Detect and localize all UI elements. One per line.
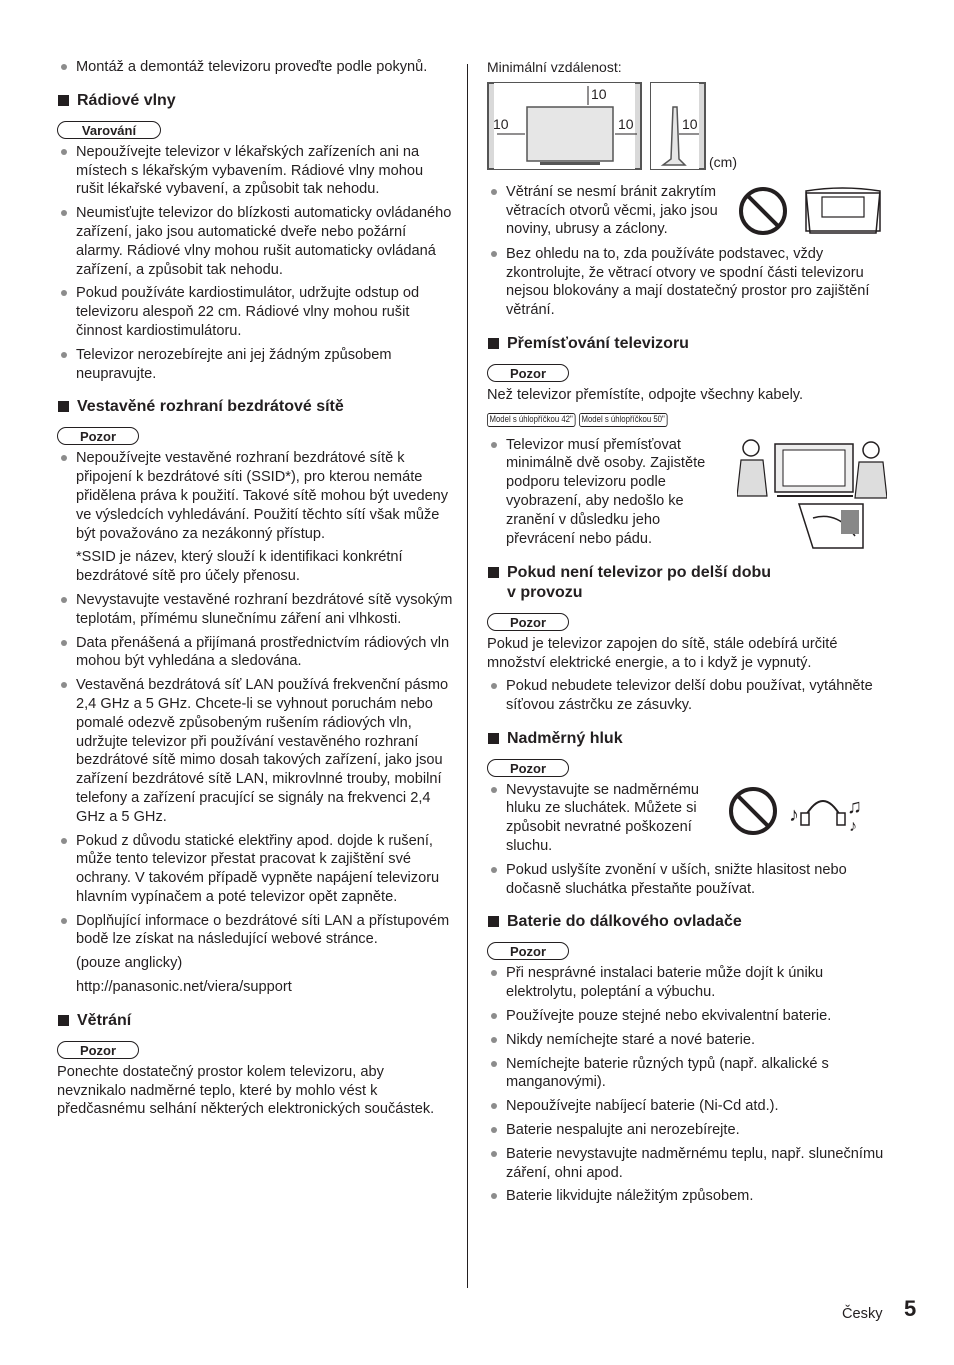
- caution-tag: Pozor: [57, 1041, 139, 1059]
- moving-text: Než televizor přemístíte, odpojte všechny kabely.: [487, 386, 804, 403]
- svg-text:♫: ♫: [847, 795, 862, 818]
- list-item: Baterie nespalujte ani nerozebírejte.: [487, 1121, 887, 1140]
- radio-heading: Rádiové vlny: [57, 91, 453, 111]
- dim-left: 10: [493, 115, 509, 132]
- support-url: http://panasonic.net/viera/support: [76, 979, 292, 996]
- dim-side: 10: [682, 115, 698, 132]
- list-item: Televizor nerozebírejte ani jej žádným způsobem neupravujte.: [57, 346, 453, 384]
- list-item: Nikdy nemíchejte staré a nové baterie.: [487, 1031, 887, 1050]
- list-item: Data přenášená a přijímaná prostřednictvím rádiových vln mohou být vyhledána a sledována.: [57, 634, 453, 672]
- clearance-diagram: [487, 81, 747, 175]
- two-people-carrying-tv-illustration: [737, 436, 887, 551]
- list-item: Baterie likvidujte náležitým způsobem.: [487, 1187, 887, 1206]
- left-column: [57, 58, 453, 1123]
- battery-heading: Baterie do dálkového ovladače: [487, 912, 887, 932]
- no-cover-icon: [732, 183, 887, 245]
- list-item: Nepoužívejte nabíjecí baterie (Ni-Cd atd.).: [487, 1097, 887, 1116]
- column-divider: [467, 64, 468, 1288]
- list-item: Pokud používáte kardiostimulátor, udržujte odstup od televizoru alespoň 22 cm. Rádiové vlny mohou rušit činnost kardiostimulátoru.: [57, 284, 453, 340]
- list-item: Větrání se nesmí bránit zakrytím větracích otvorů věcmi, jako jsou noviny, ubrusy a záclony.: [487, 183, 726, 239]
- list-item: Pokud uslyšíte zvonění v uších, snižte hlasitost nebo dočasně sluchátka přestaňte používat.: [487, 861, 887, 899]
- list-item: Baterie nevystavujte nadměrnému teplu, např. slunečnímu záření, ohni apod.: [487, 1145, 887, 1183]
- caution-tag: Pozor: [487, 942, 569, 960]
- caution-tag: Pozor: [57, 427, 139, 445]
- unused-heading-line2: v provozu: [507, 584, 583, 602]
- english-only-note: (pouze anglicky): [76, 955, 183, 972]
- list-item: Nevystavujte se nadměrnému hluku ze sluchátek. Můžete si způsobit nevratné poškození sluchu.: [487, 781, 721, 856]
- vent-text: Ponechte dostatečný prostor kolem televizoru, aby nevznikalo nadměrné teplo, které by mohlo vést k předčasnému selhání některých elektronických součástek.: [57, 1063, 435, 1118]
- warning-tag: Varování: [57, 121, 161, 139]
- page-number: 5: [904, 1296, 917, 1321]
- dim-top: 10: [591, 85, 607, 102]
- model-tag-50: Model s úhlopříčkou 50": [579, 413, 667, 427]
- list-item: Při nesprávné instalaci baterie může dojít k úniku elektrolytu, poleptání a výbuchu.: [487, 964, 887, 1002]
- noise-heading: Nadměrný hluk: [487, 729, 887, 749]
- unused-heading-line1: Pokud není televizor po delší dobu: [507, 564, 772, 582]
- wireless-heading: Vestavěné rozhraní bezdrátové sítě: [57, 397, 453, 417]
- dim-right: 10: [618, 115, 634, 132]
- unused-heading: [487, 563, 887, 603]
- list-item: Pokud nebudete televizor delší dobu používat, vytáhněte síťovou zástrčku ze zásuvky.: [487, 677, 887, 715]
- caution-tag: Pozor: [487, 364, 569, 382]
- list-item: Nemíchejte baterie různých typů (např. alkalické s manganovými).: [487, 1055, 887, 1093]
- dim-unit: (cm): [709, 153, 737, 170]
- list-item: Neumisťujte televizor do blízkosti automaticky ovládaného zařízení, jako jsou automatické dveře nebo požární alarmy. Rádiové vlny mohou rušit automaticky ovládaná zařízení, a způsobit tak nehodu.: [57, 204, 453, 279]
- list-item: Doplňující informace o bezdrátové síti LAN a přístupovém bodě lze získat na následující webové stránce.: [57, 912, 453, 950]
- min-distance-label: Minimální vzdálenost:: [487, 59, 622, 75]
- caution-tag: Pozor: [487, 613, 569, 631]
- list-item: Používejte pouze stejné nebo ekvivalentní baterie.: [487, 1007, 887, 1026]
- intro-item: Montáž a demontáž televizoru proveďte podle pokynů.: [57, 58, 453, 77]
- vent-heading: Větrání: [57, 1011, 453, 1031]
- list-item: Vestavěná bezdrátová síť LAN používá frekvenční pásmo 2,4 GHz a 5 GHz. Chcete-li se vyhnout poruchám nebo pomalé odezvě způsobeným rušením rádiových vln, udržujte televizor při používání vestavěného rozhraní bezdrátové sítě mimo dosah takových zařízení, jako jsou zařízení bezdrátové sítě LAN, mikrovlnné trouby, mobilní telefony a zařízení pracující se signály na frekvenci 2,4 GHz a 5 GHz.: [57, 676, 453, 826]
- svg-text:♪: ♪: [789, 803, 799, 826]
- model-tag-42: Model s úhlopříčkou 42": [487, 413, 575, 427]
- list-item: Bez ohledu na to, zda používáte podstavec, vždy zkontrolujte, že větrací otvory ve spodní části televizoru nejsou blokovány a mají dostatečný prostor pro zajištění větrání.: [487, 245, 887, 320]
- ssid-note: *SSID je název, který slouží k identifikaci konkrétní bezdrátové sítě pro účely přenosu.: [76, 549, 403, 585]
- right-column: [487, 58, 887, 1211]
- unused-text: Pokud je televizor zapojen do sítě, stále odebírá určité množství elektrické energie, a to i když je vypnutý.: [487, 636, 838, 672]
- list-item: Televizor musí přemísťovat minimálně dvě osoby. Zajistěte podporu televizoru podle vyobrazení, aby nedošlo ke zranění v důsledku jeho převrácení nebo pádu.: [487, 436, 733, 549]
- no-headphones-icon: [727, 781, 887, 841]
- list-item: Nepoužívejte vestavěné rozhraní bezdrátové sítě k připojení k bezdrátové síti (SSID*), pro kterou nemáte přidělena práva k použití. Takové sítě mohou být uvedeny ve výsledcích vyhledávání. Použití těchto sítí však může být považováno za nezákonný přístup.: [57, 449, 453, 543]
- footer-language: Česky: [842, 1306, 883, 1322]
- list-item: Nevystavujte vestavěné rozhraní bezdrátové sítě vysokým teplotám, přímému slunečnímu záření ani vlhkosti.: [57, 591, 453, 629]
- moving-heading: Přemísťování televizoru: [487, 334, 887, 354]
- list-item: Pokud z důvodu statické elektřiny apod. dojde k rušení, může tento televizor přestat pracovat k zajištění své ochrany. V takovém případě vypněte napájení televizoru hlavním vypínačem a poté televizor opět zapněte.: [57, 832, 453, 907]
- list-item: Nepoužívejte televizor v lékařských zařízeních ani na místech s lékařským vybavením. Rádiové vlny mohou rušit lékařské vybavení, a způsobit tak nehodu.: [57, 143, 453, 199]
- caution-tag: Pozor: [487, 759, 569, 777]
- svg-text:♪: ♪: [849, 817, 857, 835]
